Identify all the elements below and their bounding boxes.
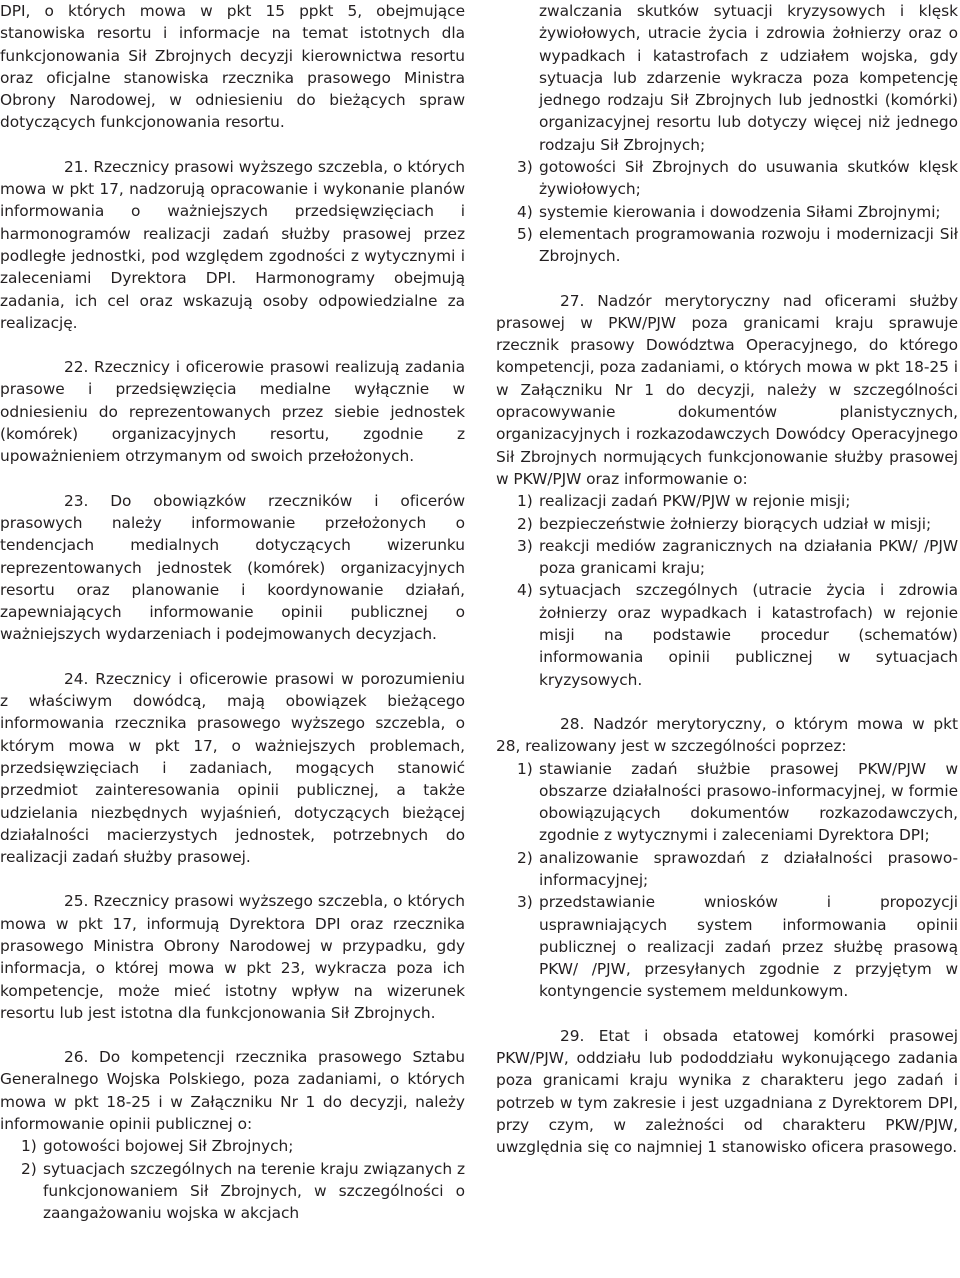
right-column xyxy=(496,0,958,1159)
list-item-number: 4) xyxy=(517,581,533,600)
list-item xyxy=(496,847,958,892)
list-item-number: 1) xyxy=(517,759,533,778)
list-item xyxy=(496,513,958,535)
list-item-number: 1) xyxy=(21,1137,37,1156)
list-item xyxy=(496,156,958,201)
paragraph-28-list xyxy=(496,758,958,1003)
paragraph-23: 23. Do obowiązków rzeczników i oficerów prasowych należy informowanie przełożonych o tendencjach medialnych dotyczących wizerunku reprezentowanych jednostek (komórek) organizacyjnych resortu oraz planowanie i koordynowanie działań, zapewniających informowanie opinii publicznej o ważniejszych wydarzeniach i podejmowanych decyzjach. xyxy=(0,491,465,644)
list-item-number: 3) xyxy=(517,893,533,912)
list-item-text: reakcji mediów zagranicznych na działania PKW/ /PJW poza granicami kraju; xyxy=(539,536,958,578)
list-item xyxy=(0,1158,465,1225)
list-item xyxy=(496,579,958,690)
paragraph-28: 28. Nadzór merytoryczny, o którym mowa w pkt 28, realizowany jest w szczególności poprzez: xyxy=(496,714,958,756)
list-item-text: realizacji zadań PKW/PJW w rejonie misji; xyxy=(539,492,851,511)
list-item-text: systemie kierowania i dowodzenia Siłami Zbrojnymi; xyxy=(539,202,941,221)
list-item xyxy=(496,758,958,847)
list-item-number: 2) xyxy=(21,1159,37,1178)
list-item xyxy=(496,201,958,223)
list-item-number: 2) xyxy=(517,848,533,867)
paragraph-26-list-continued xyxy=(496,156,958,267)
list-item-number: 3) xyxy=(517,536,533,555)
list-item-text: sytuacjach szczególnych (utracie życia i zdrowia żołnierzy oraz wypadkach i katastrofach) w rejonie misji na podstawie procedur (schematów) informowania opinii publicznej w sytuacjach kryzysowych. xyxy=(539,581,958,689)
list-item xyxy=(0,1135,465,1157)
list-item-text: gotowości Sił Zbrojnych do usuwania skutków klęsk żywiołowych; xyxy=(539,158,958,199)
list-item xyxy=(496,223,958,268)
list-item-number: 4) xyxy=(517,202,533,221)
left-column xyxy=(0,0,465,1225)
list-item-number: 3) xyxy=(517,158,533,177)
list-item xyxy=(496,490,958,512)
paragraph-26-item-2-continuation: zwalczania skutków sytuacji kryzysowych i klęsk żywiołowych, utracie życia i zdrowia żołnierzy oraz o wypadkach i katastrofach z udziałem wojska, gdy sytuacja lub zdarzenie wykracza poza kompetencję jednego rodzaju Sił Zbrojnych lub jednostki (komórki) organizacyjnej resortu lub dotyczy więcej niż jednego rodzaju Sił Zbrojnych; xyxy=(539,2,958,154)
list-item-text: analizowanie sprawozdań z działalności prasowo-informacyjnej; xyxy=(539,848,958,889)
list-item xyxy=(496,535,958,580)
paragraph-26: 26. Do kompetencji rzecznika prasowego Sztabu Generalnego Wojska Polskiego, poza zadaniami, o których mowa w pkt 18-25 i w Załączniku Nr 1 do decyzji, należy informowanie opinii publicznej o: xyxy=(0,1048,465,1134)
list-item-text: elementach programowania rozwoju i modernizacji Sił Zbrojnych. xyxy=(539,224,958,266)
list-item-text: gotowości bojowej Sił Zbrojnych; xyxy=(43,1137,294,1156)
paragraph-22: 22. Rzecznicy i oficerowie prasowi realizują zadania prasowe i przedsięwzięcia medialne wyłącznie w odniesieniu do reprezentowanych przez siebie jednostek (komórek) organizacyjnych resortu, zgodnie z upoważnieniem otrzymanym od swoich przełożonych. xyxy=(0,358,465,466)
paragraph-27-list xyxy=(496,490,958,691)
paragraph-25: 25. Rzecznicy prasowi wyższego szczebla, o których mowa w pkt 17, informują Dyrektora DPI oraz rzecznika prasowego Ministra Obrony Narodowej w przypadku, gdy informacja, o której mowa w pkt 23, wykracza poza ich kompetencje, może mieć istotny wpływ na wizerunek resortu lub jest istotna dla funkcjonowania Sił Zbrojnych. xyxy=(0,892,465,1022)
list-item xyxy=(496,891,958,1002)
list-item-number: 2) xyxy=(517,514,533,533)
list-item-text: stawianie zadań służbie prasowej PKW/PJW w obszarze działalności prasowo-informacyjnej, w formie obowiązujących dokumentów rozkazodawczych, zgodnie z wytycznymi i zaleceniami Dyrektora DPI; xyxy=(539,759,958,845)
paragraph-21: 21. Rzecznicy prasowi wyższego szczebla, o których mowa w pkt 17, nadzorują opracowanie i wykonanie planów informowania o ważniejszych przedsięwzięciach i harmonogramów realizacji zadań służby prasowej przez podległe jednostki, pod względem zgodności z wytycznymi i zaleceniami Dyrektora DPI. Harmonogramy obejmują zadania, ich cel oraz wskazują osoby odpowiedzialne za realizację. xyxy=(0,157,465,332)
paragraph-26-list xyxy=(0,1135,465,1224)
list-item-text: bezpieczeństwie żołnierzy biorących udział w misji; xyxy=(539,514,932,533)
paragraph-20-continuation: DPI, o których mowa w pkt 15 ppkt 5, obejmujące stanowiska resortu i informacje na temat istotnych dla funkcjonowania Sił Zbrojnych decyzji kierownictwa resortu oraz oficjalne stanowiska rzecznika prasowego Ministra Obrony Narodowej, w odniesieniu do bieżących spraw dotyczących funkcjonowania resortu. xyxy=(0,2,465,132)
list-item-number: 1) xyxy=(517,492,533,511)
paragraph-24: 24. Rzecznicy i oficerowie prasowi w porozumieniu z właściwym dowódcą, mają obowiązek bieżącego informowania rzecznika prasowego wyższego szczebla, o którym mowa w pkt 17, o ważniejszych problemach, przedsięwzięciach i zadaniach, mogących stanowić przedmiot zainteresowania opinii publicznej, a także udzielania niezbędnych wyjaśnień, dotyczących bieżącej działalności macierzystych jednostek, potrzebnych do realizacji zadań służby prasowej. xyxy=(0,669,465,867)
paragraph-27: 27. Nadzór merytoryczny nad oficerami służby prasowej w PKW/PJW poza granicami kraju sprawuje rzecznik prasowy Dowództwa Operacyjnego, do którego kompetencji, poza zadaniami, o których mowa w pkt 18-25 i w Załączniku Nr 1 do decyzji, należy w szczególności opracowywanie dokumentów planistycznych, organizacyjnych i rozkazodawczych Dowódcy Operacyjnego Sił Zbrojnych normujących funkcjonowanie służby prasowej w PKW/PJW oraz informowanie o: xyxy=(496,291,958,488)
list-item-number: 5) xyxy=(517,224,533,243)
paragraph-29: 29. Etat i obsada etatowej komórki prasowej PKW/PJW, oddziału lub pododdziału wykonującego zadania poza granicami kraju wynika z charakteru jego zadań i potrzeb w tym zakresie i jest uzgadniana z Dyrektorem DPI, przy czym, w zależności od charakteru PKW/PJW, uwzględnia się co najmniej 1 stanowisko oficera prasowego. xyxy=(496,1026,958,1157)
list-item-text: przedstawianie wniosków i propozycji usprawniających system informowania opinii publicznej o realizacji zadań przez służbę prasową PKW/ /PJW, przesyłanych zgodnie z przyjętym w kontyngencie systemem meldunkowym. xyxy=(539,893,958,1001)
list-item-text: sytuacjach szczególnych na terenie kraju związanych z funkcjonowaniem Sił Zbrojnych, w szczególności o zaangażowaniu wojska w akcjach xyxy=(43,1159,465,1223)
